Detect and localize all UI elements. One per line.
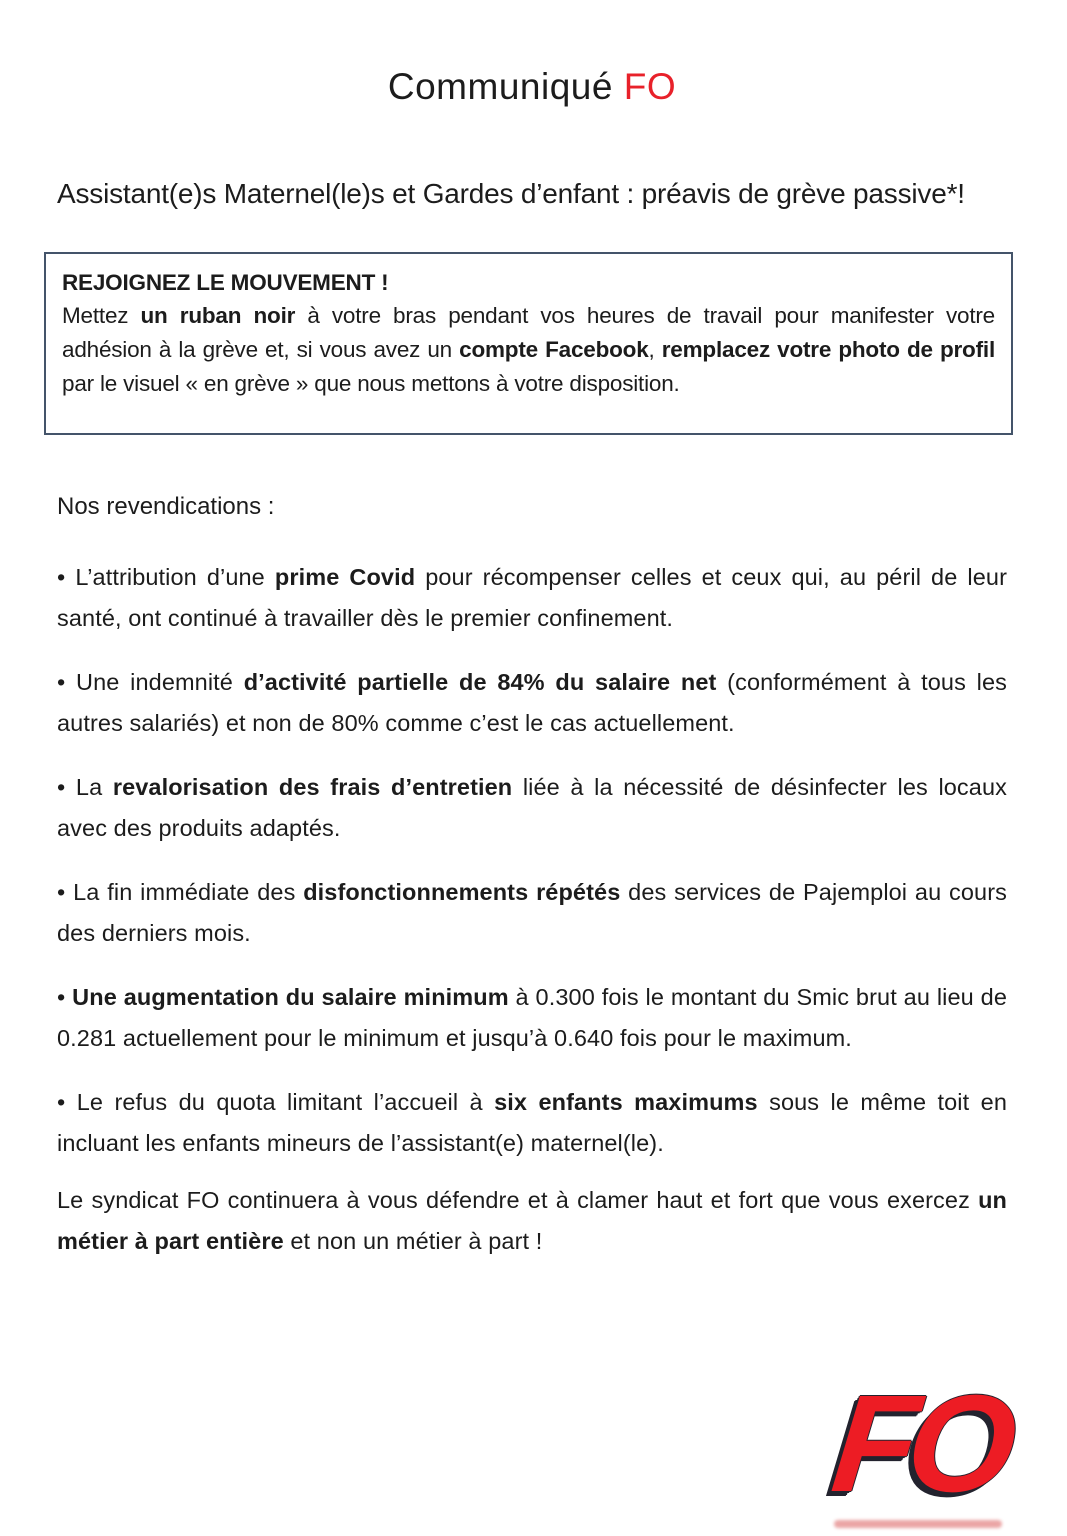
callout-heading: REJOIGNEZ LE MOUVEMENT ! — [62, 270, 389, 295]
document-heading: Assistant(e)s Maternel(le)s et Gardes d’enfant : préavis de grève passive*! — [57, 178, 965, 209]
demand-item-salaire-minimum: • Une augmentation du salaire minimum à 0.300 fois le montant du Smic brut au lieu de 0.281 actuellement pour le minimum et jusqu’à 0.640 fois pour le maximum. — [57, 984, 1007, 1051]
fo-logo-text: FO — [825, 1367, 1014, 1521]
callout-body: Mettez un ruban noir à votre bras pendant vos heures de travail pour manifester votre adhésion à la grève et, si vous avez un compte Facebook, remplacez votre photo de profil par le visuel « en grève » que nous mettons à votre disposition. — [62, 303, 995, 396]
fo-logo-tagline-fragment — [834, 1520, 1002, 1528]
demand-item-frais-entretien: • La revalorisation des frais d’entretien liée à la nécessité de désinfecter les locaux avec des produits adaptés. — [57, 774, 1007, 841]
demand-item-pajemploi: • La fin immédiate des disfonctionnements répétés des services de Pajemploi au cours des derniers mois. — [57, 879, 1008, 946]
demand-item-quota-enfants: • Le refus du quota limitant l’accueil à six enfants maximums sous le même toit en incluant les enfants mineurs de l’assistant(e) maternel(le). — [57, 1089, 1007, 1156]
closing-paragraph: Le syndicat FO continuera à vous défendre et à clamer haut et fort que vous exercez un métier à part entière et non un métier à part ! — [57, 1187, 1007, 1254]
join-movement-callout-box — [44, 252, 1013, 435]
page-title — [57, 0, 1007, 108]
fo-logo — [825, 1367, 1014, 1522]
demand-item-prime-covid: • L’attribution d’une prime Covid pour récompenser celles et ceux qui, au péril de leur santé, ont continué à travailler dès le premier confinement. — [57, 564, 1007, 631]
demands-section-label: Nos revendications : — [57, 493, 275, 520]
page-title-text: Communiqué — [387, 66, 624, 107]
demand-item-indemnite-activite-partielle: • Une indemnité d’activité partielle de 84% du salaire net (conformément à tous les autres salariés) et non de 80% comme c’est le cas actuellement. — [57, 669, 1007, 736]
page-title-fo-accent: FO — [623, 66, 677, 107]
